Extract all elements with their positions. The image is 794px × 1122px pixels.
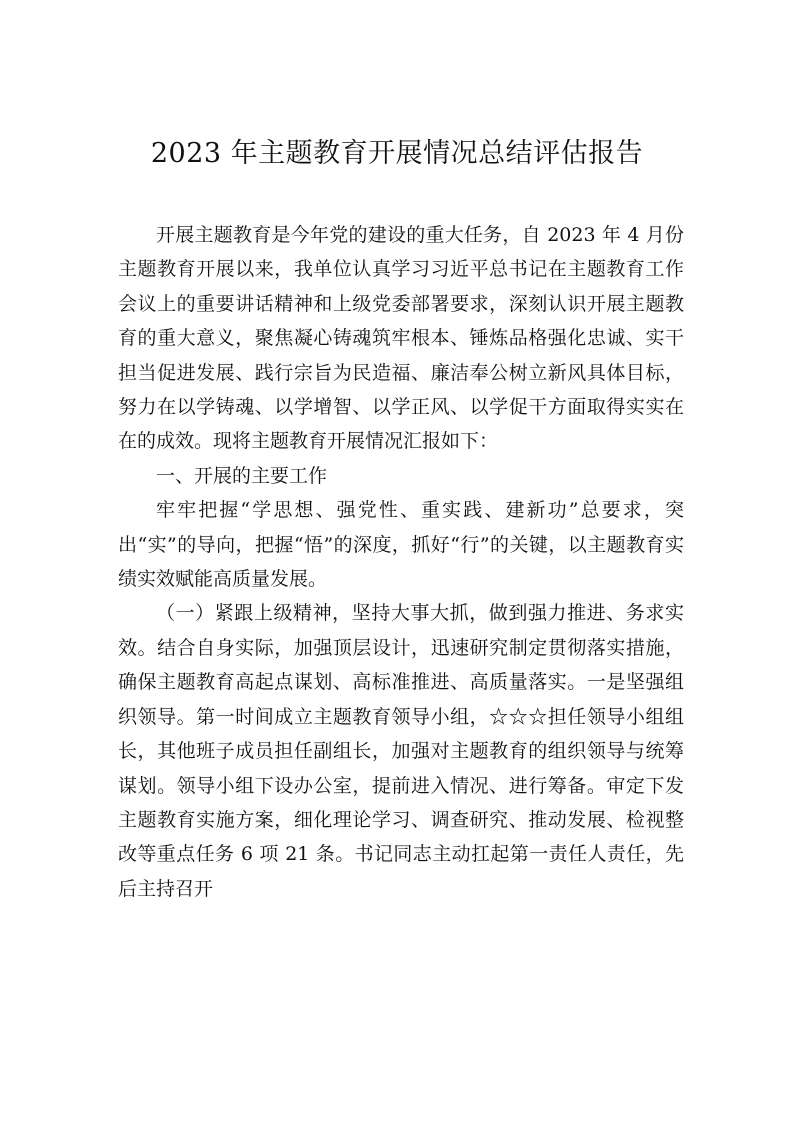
document-title: 2023 年主题教育开展情况总结评估报告: [150, 138, 644, 169]
subsection-paragraph: （一）紧跟上级精神，坚持大事大抓，做到强力推进、务求实效。结合自身实际，加强顶层设计，迅速研究制定贯彻落实措施，确保主题教育高起点谋划、高标准推进、高质量落实。一是坚强组织领导。第一时间成立主题教育领导小组，☆☆☆担任领导小组组长，其他班子成员担任副组长，加强对主题教育的组织领导与统筹谋划。领导小组下设办公室，提前进入情况、进行筹备。审定下发主题教育实施方案，细化理论学习、调查研究、推动发展、检视整改等重点任务 6 项 21 条。书记同志主动扛起第一责任人责任，先后主持召开: [118, 602, 684, 900]
section-heading: 一、开展的主要工作: [156, 464, 328, 487]
document-body: [118, 218, 684, 906]
intro-paragraph: 开展主题教育是今年党的建设的重大任务，自 2023 年 4 月份主题教育开展以来，我单位认真学习习近平总书记在主题教育工作会议上的重要讲话精神和上级党委部署要求，深刻认识开展主题教育的重大意义，聚焦凝心铸魂筑牢根本、锤炼品格强化忠诚、实干担当促进发展、践行宗旨为民造福、廉洁奉公树立新风具体目标，努力在以学铸魂、以学增智、以学正风、以学促干方面取得实实在在的成效。现将主题教育开展情况汇报如下：: [118, 224, 684, 453]
section-summary-paragraph: 牢牢把握“学思想、强党性、重实践、建新功”总要求，突出“实”的导向，把握“悟”的深度，抓好“行”的关键，以主题教育实绩实效赋能高质量发展。: [118, 499, 684, 591]
